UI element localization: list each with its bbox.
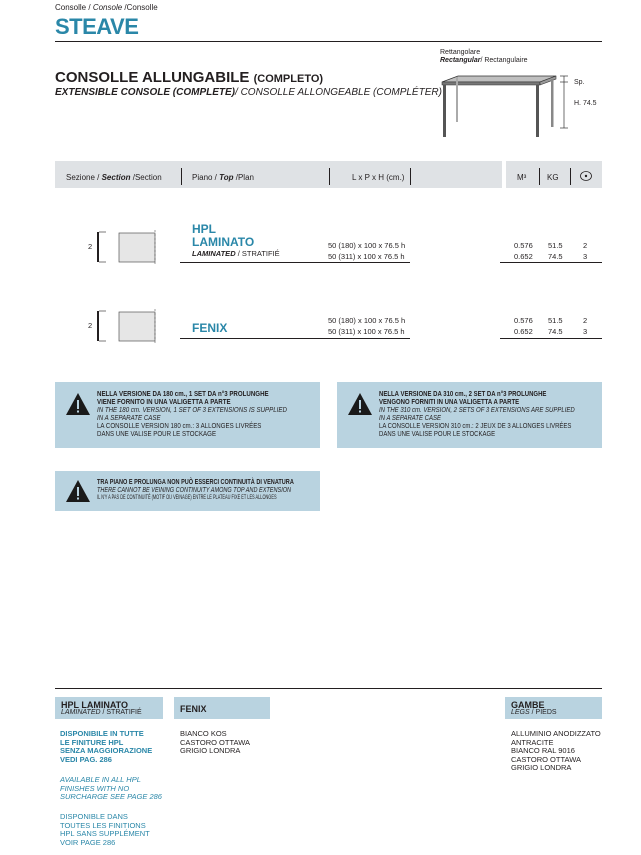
warning-box: TRA PIANO E PROLUNGA NON PUÒ ESSERCI CONTINUITÀ DI VENATURA THERE CANNOT BE VEINING CONTINUITY AMONG TOP AND EXTENSION IL N'Y A PAS DE CONTINUITÉ (MOTIF OU VEINAGE) ENTRE LE PLATEAU FIXE ET LES ALLONGES xyxy=(55,471,320,511)
warning-box: NELLA VERSIONE DA 310 cm., 2 SET DA n°3 PROLUNGHE VENGONO FORNITI IN UNA VALIGETTA A PARTE IN THE 310 cm. VERSION, 2 SETS OF 3 EXTENSIONS ARE SUPPLIED IN A SEPARATE CASE LA CONSOLLE VERSION 310 cm.: 2 JEUX DE 3 ALLONGES LIVRÉES DANS UNE VALISE POUR LE STOCKAGE xyxy=(337,382,602,448)
row-pcs: 3 xyxy=(583,252,588,261)
fenix-finishes: BIANCO KOS CASTORO OTTAWA GRIGIO LONDRA xyxy=(180,729,251,755)
shape-label-it: Rettangolare xyxy=(440,49,481,56)
console-drawing xyxy=(436,70,576,150)
row-kg: 74.5 xyxy=(548,252,563,261)
col-m3: M³ xyxy=(517,173,527,182)
row-dims: 50 (180) x 100 x 76.5 h xyxy=(328,241,406,250)
row-dims: 50 (180) x 100 x 76.5 h xyxy=(328,316,406,325)
product-name: HPL xyxy=(192,222,216,236)
product-subname: LAMINATED / STRATIFIÉ xyxy=(192,249,280,258)
col-divider xyxy=(539,168,540,185)
row-m3: 0.652 xyxy=(514,252,533,261)
footer-rule xyxy=(55,688,602,689)
section-drawing xyxy=(96,230,158,266)
row-rule xyxy=(180,338,410,339)
product-name: FENIX xyxy=(192,321,228,335)
row-rule xyxy=(180,262,410,263)
product-qty: 2 xyxy=(88,242,93,251)
row-pcs: 3 xyxy=(583,327,588,336)
row-kg: 74.5 xyxy=(548,327,563,336)
finish-header-hpl: HPL LAMINATO LAMINATED / STRATIFIÉ xyxy=(55,697,163,719)
row-m3: 0.652 xyxy=(514,327,533,336)
finish-header-fenix: FENIX xyxy=(174,697,270,719)
row-kg: 51.5 xyxy=(548,241,563,250)
product-name: LAMINATO xyxy=(192,235,255,249)
col-kg: KG xyxy=(547,173,559,182)
col-plan: Piano / Top /Plan xyxy=(192,173,254,182)
col-divider xyxy=(181,168,182,185)
header-rule xyxy=(55,41,602,42)
warning-icon xyxy=(65,479,91,503)
product-subheading: EXTENSIBLE CONSOLE (COMPLETE)/ CONSOLLE ALLONGEABLE (COMPLÉTER) xyxy=(55,87,442,98)
warning-box: NELLA VERSIONE DA 180 cm., 1 SET DA n°3 PROLUNGHE VIENE FORNITO IN UNA VALIGETTA A PARTE IN THE 180 cm. VERSION, 1 SET OF 3 EXTENSIONS IS SUPPLIED IN A SEPARATE CASE LA CONSOLLE VERSION 180 cm.: 3 ALLONGES LIVRÉES DANS UNE VALISE POUR LE STOCKAGE xyxy=(55,382,320,448)
row-pcs: 2 xyxy=(583,316,588,325)
legs-finishes: ALLUMINIO ANODIZZATO ANTRACITE BIANCO RAL 9016 CASTORO OTTAWA GRIGIO LONDRA xyxy=(511,729,601,772)
hpl-note-fr: DISPONIBLE DANS TOUTES LES FINITIONS HPL SANS SUPPLÉMENT VOIR PAGE 286 xyxy=(60,812,150,847)
col-divider xyxy=(570,168,571,185)
height-label: H. 74.5 xyxy=(574,100,597,107)
row-pcs: 2 xyxy=(583,241,588,250)
package-icon xyxy=(579,170,593,182)
col-divider xyxy=(329,168,330,185)
hpl-note-en: AVAILABLE IN ALL HPL FINISHES WITH NO SURCHARGE SEE PAGE 286 xyxy=(60,775,162,801)
section-drawing xyxy=(96,309,158,345)
row-rule xyxy=(500,262,602,263)
thickness-label: Sp. xyxy=(574,79,585,86)
row-dims: 50 (311) x 100 x 76.5 h xyxy=(328,252,405,261)
col-divider xyxy=(410,168,411,185)
hpl-note-it: DISPONIBILE IN TUTTE LE FINITURE HPL SENZA MAGGIORAZIONE VEDI PAG. 286 xyxy=(60,729,153,764)
row-dims: 50 (311) x 100 x 76.5 h xyxy=(328,327,405,336)
warning-icon xyxy=(65,392,91,416)
product-qty: 2 xyxy=(88,321,93,330)
col-section: Sezione / Section /Section xyxy=(66,173,162,182)
col-dims: L x P x H (cm.) xyxy=(352,173,405,182)
row-m3: 0.576 xyxy=(514,241,533,250)
finish-header-legs: GAMBE LEGS / PIEDS xyxy=(505,697,602,719)
warning-icon xyxy=(347,392,373,416)
row-kg: 51.5 xyxy=(548,316,563,325)
breadcrumb: Consolle / Console /Consolle xyxy=(55,3,158,12)
shape-label-en-fr: Rectangular/ Rectangulaire xyxy=(440,57,528,64)
brand-title: STEAVE xyxy=(55,14,139,39)
row-m3: 0.576 xyxy=(514,316,533,325)
product-heading: CONSOLLE ALLUNGABILE (COMPLETO) xyxy=(55,69,324,86)
row-rule xyxy=(500,338,602,339)
